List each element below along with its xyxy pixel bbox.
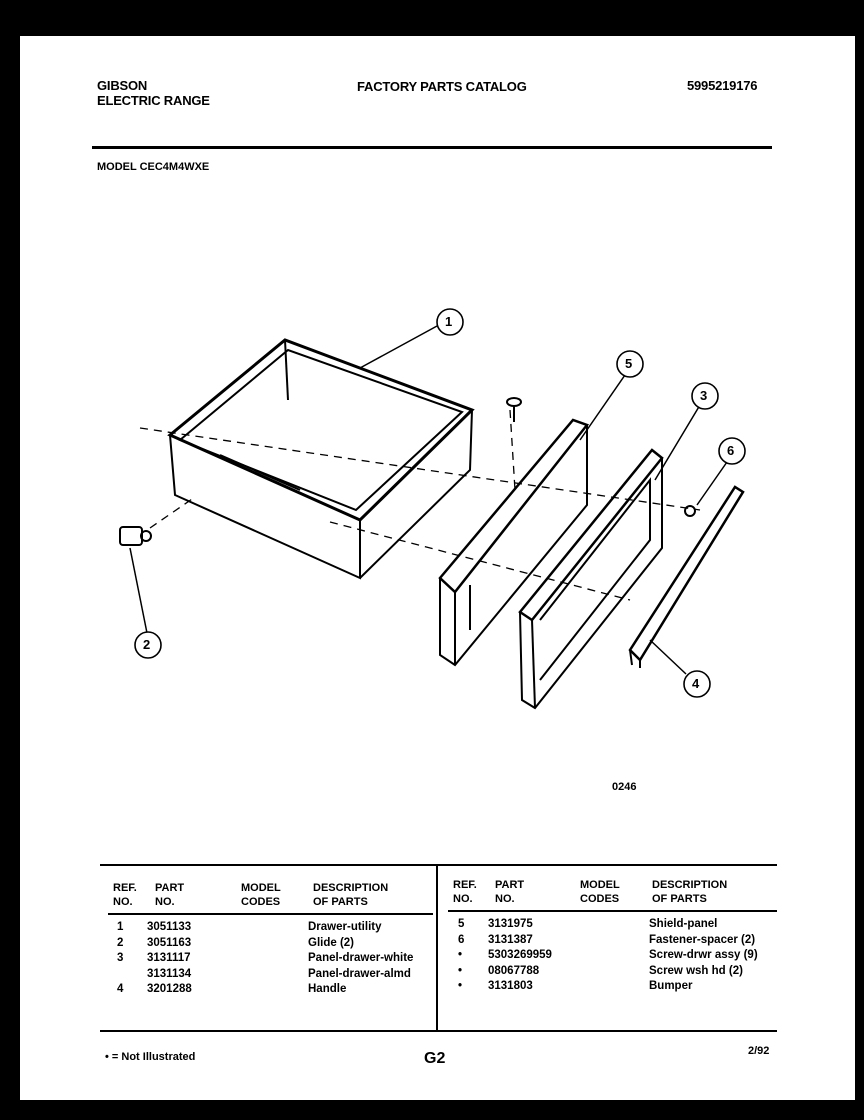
callout-2: 2 — [143, 637, 151, 652]
table-bottom-rule — [100, 1030, 777, 1032]
table-row-ref: 4 — [117, 983, 124, 995]
callout-3: 3 — [700, 388, 708, 403]
figure-code: 0246 — [612, 781, 637, 793]
catalog-number: 5995219176 — [687, 78, 758, 93]
revision-date: 2/92 — [748, 1045, 770, 1057]
right-header-rule — [448, 910, 777, 912]
table-row-ref: • — [458, 964, 463, 977]
left-header-codes: MODEL CODES — [241, 882, 281, 908]
callout-1: 1 — [445, 314, 453, 329]
table-row-ref — [117, 967, 123, 983]
left-ref-column — [117, 920, 123, 998]
table-row-ref: 6 — [458, 933, 465, 946]
table-row-desc: Panel-drawer-white — [308, 952, 414, 964]
table-row-desc: Drawer-utility — [308, 921, 382, 933]
table-row-part: 3131387 — [488, 933, 533, 946]
product: ELECTRIC RANGE — [97, 93, 210, 108]
page-number: G2 — [424, 1050, 446, 1067]
table-row-desc: Screw wsh hd (2) — [649, 964, 743, 977]
table-row-desc: Panel-drawer-almd — [308, 967, 411, 980]
table-row-ref: 3 — [117, 952, 124, 964]
table-row-ref: • — [458, 949, 463, 961]
catalog-title: FACTORY PARTS CATALOG — [357, 79, 527, 94]
drawer-utility — [170, 340, 472, 578]
table-row-ref: 2 — [117, 936, 124, 949]
table-row-desc: Glide (2) — [308, 936, 355, 949]
right-header-part: PART NO. — [495, 879, 525, 905]
leader-lines — [130, 326, 727, 674]
table-row-desc: Screw-drwr assy (9) — [649, 949, 758, 961]
table-row-part: 3131117 — [147, 952, 191, 964]
right-part-column — [488, 917, 552, 995]
table-row-part: 3201288 — [147, 983, 192, 995]
table-top-rule — [100, 864, 777, 866]
callout-6: 6 — [727, 443, 735, 458]
brand: GIBSON — [97, 78, 148, 93]
table-row-desc: Shield-panel — [649, 918, 718, 930]
table-row-part: 3131975 — [488, 918, 533, 930]
table-row-part: 3051163 — [147, 936, 192, 949]
callout-5: 5 — [625, 356, 633, 371]
not-illustrated-note: • = Not Illustrated — [105, 1051, 196, 1063]
fastener-spacer — [685, 506, 695, 516]
table-row-part: 3051133 — [147, 921, 192, 933]
right-header-codes: MODEL CODES — [580, 879, 620, 905]
right-header-desc: DESCRIPTION OF PARTS — [652, 879, 728, 905]
table-row-part: 08067788 — [488, 964, 540, 977]
left-header-part: PART NO. — [155, 882, 185, 908]
table-divider — [436, 864, 438, 1032]
table-row-desc: Bumper — [649, 980, 693, 992]
left-desc-column — [308, 920, 413, 998]
left-part-column — [147, 920, 192, 998]
right-ref-column — [458, 917, 464, 995]
table-row-ref: • — [458, 980, 463, 992]
left-header-desc: DESCRIPTION OF PARTS — [313, 882, 389, 908]
table-row-desc: Handle — [308, 983, 347, 995]
drawer-panel — [520, 450, 662, 708]
screw — [507, 398, 521, 422]
left-header-ref: REF. NO. — [113, 882, 137, 908]
right-header-ref: REF. NO. — [453, 879, 477, 905]
table-row-ref: 1 — [117, 921, 124, 933]
right-desc-column — [649, 917, 758, 995]
table-row-desc: Fastener-spacer (2) — [649, 933, 756, 946]
table-row-ref: 5 — [458, 918, 465, 930]
assembly-lines — [140, 410, 700, 600]
model-number: MODEL CEC4M4WXE — [97, 161, 210, 173]
table-row-part: 5303269959 — [488, 949, 552, 961]
glide — [120, 527, 151, 545]
callout-4: 4 — [692, 676, 700, 691]
table-row-part: 3131803 — [488, 980, 533, 992]
left-header-rule — [108, 913, 433, 915]
table-row-part: 3131134 — [147, 967, 192, 980]
